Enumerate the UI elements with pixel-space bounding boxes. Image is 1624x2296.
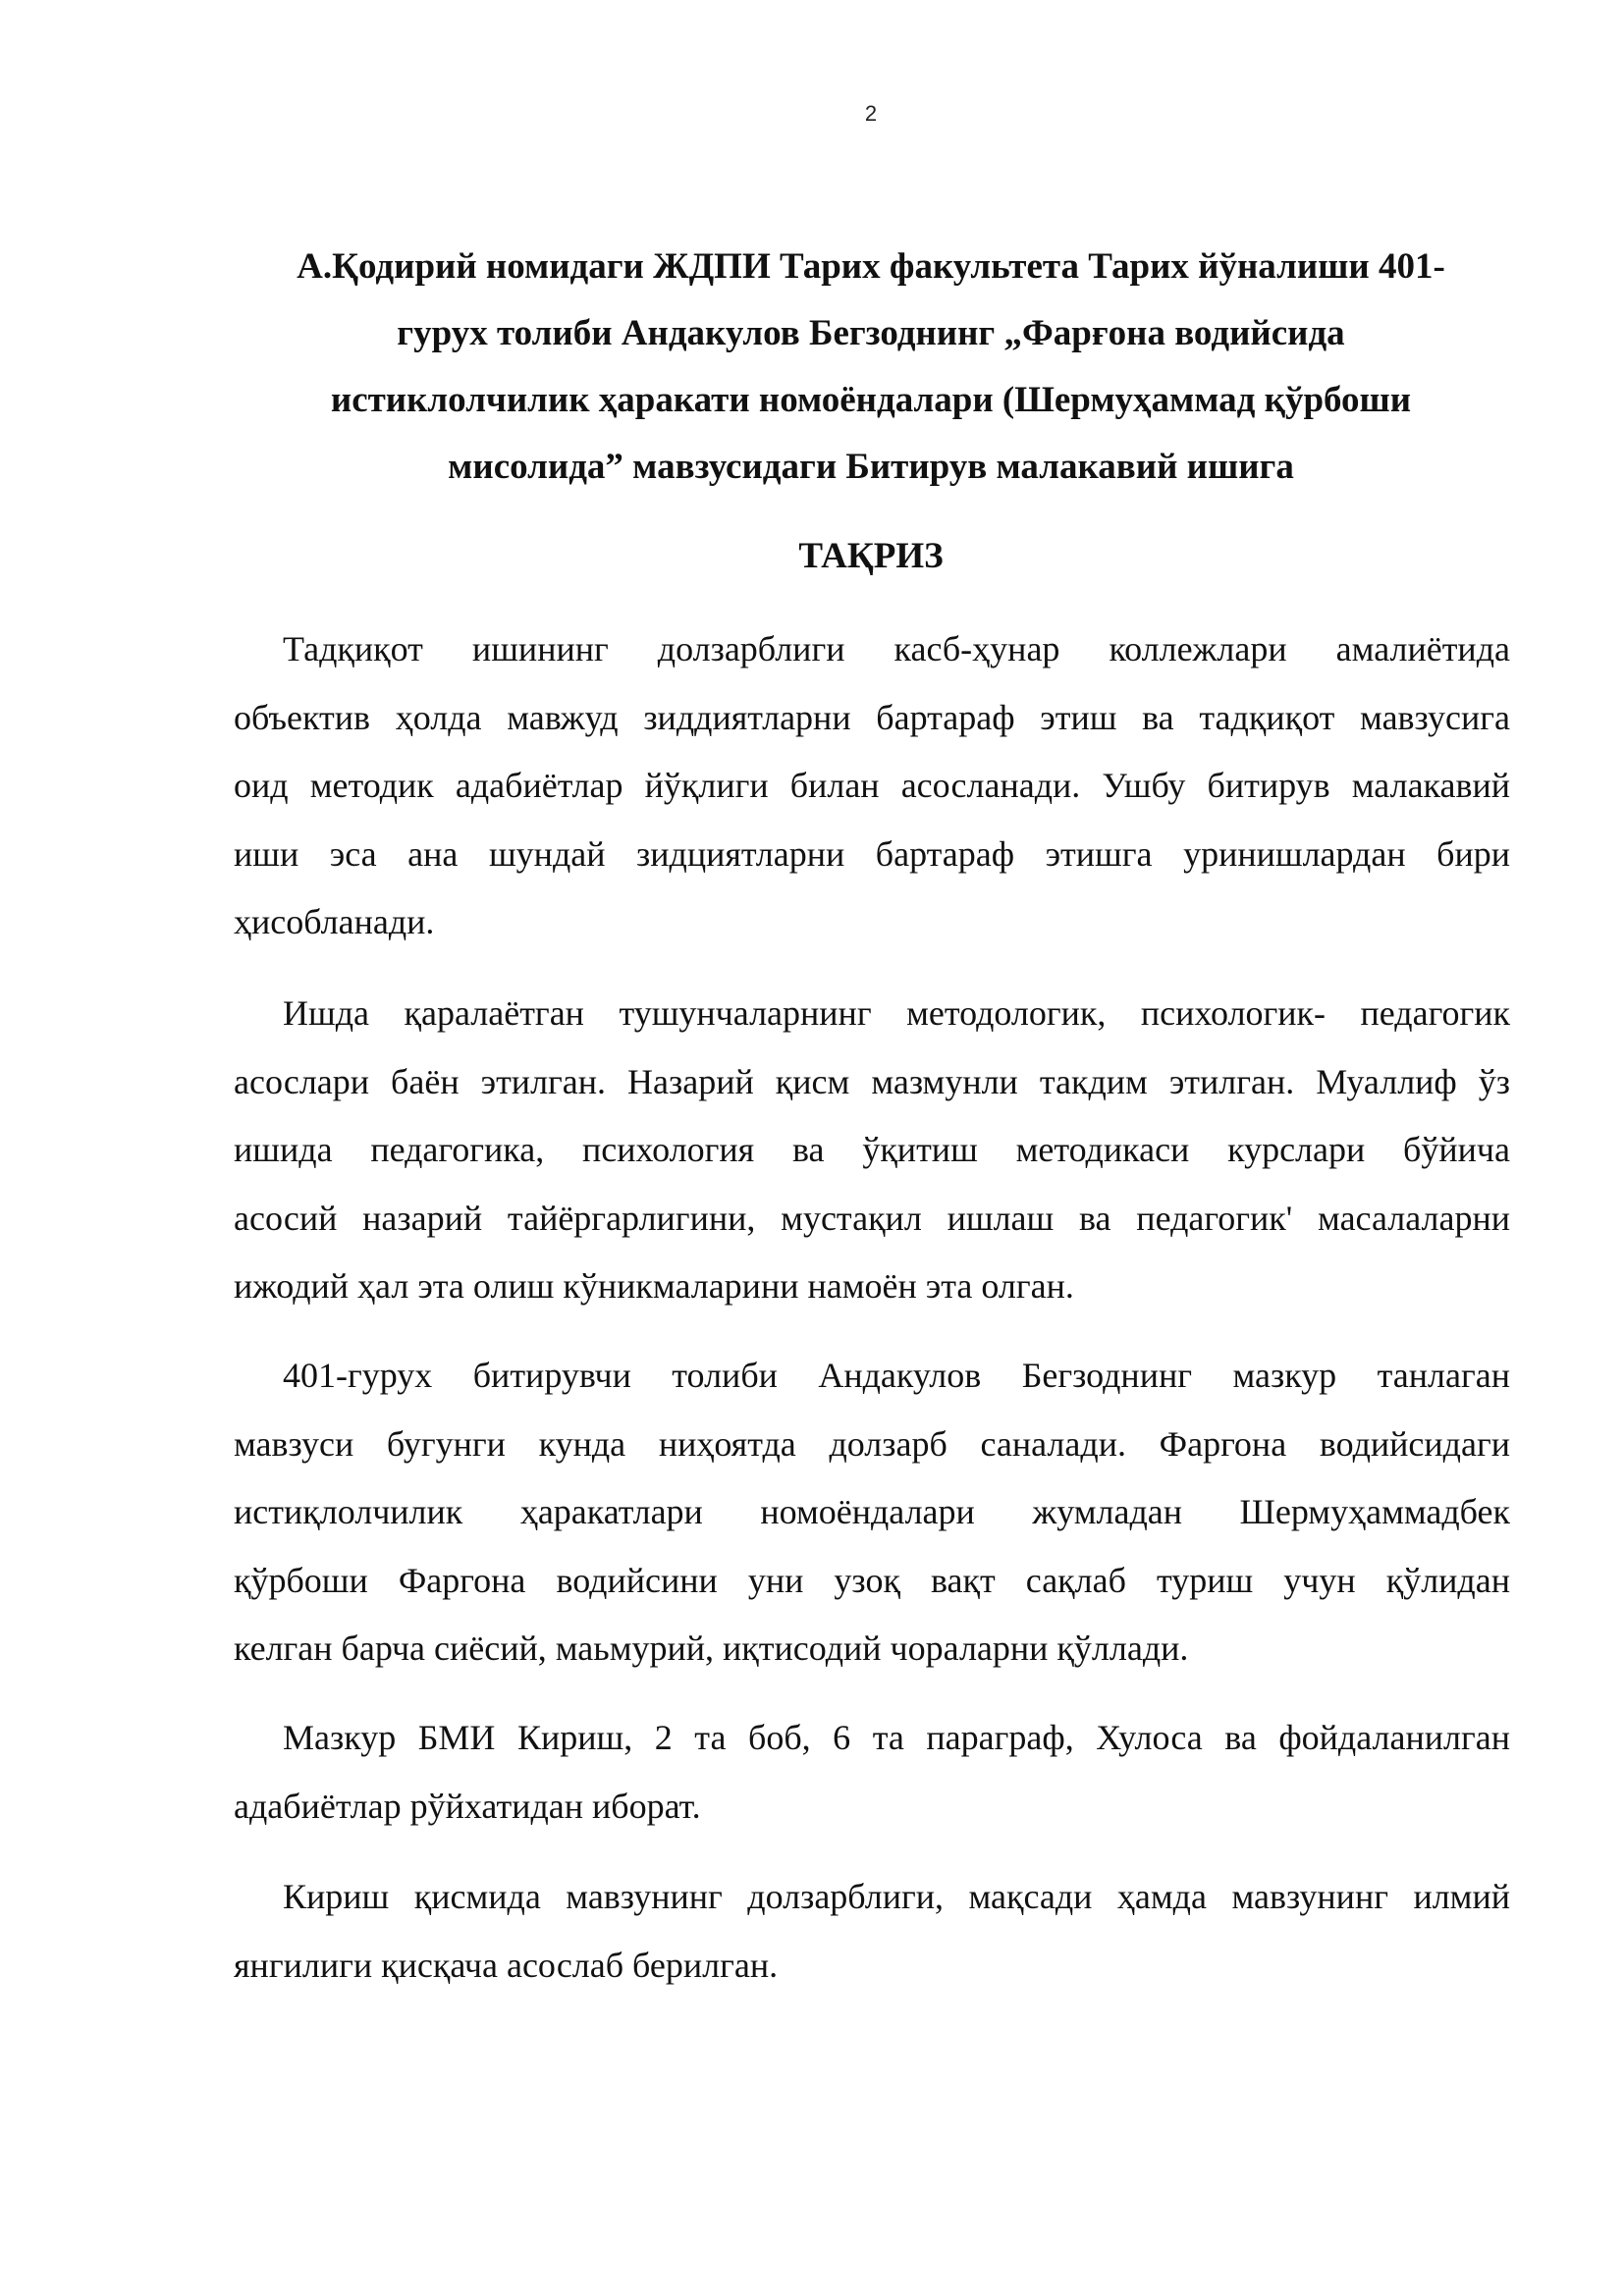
- paragraph-line: Ишда қаралаётган тушунчаларнинг методологик, психологик- педагогик: [283, 993, 1510, 1033]
- paragraph-1: [234, 615, 1510, 957]
- paragraph-line: Тадқиқот ишининг долзарблиги касб-ҳунар коллежлари амалиётида: [283, 629, 1510, 668]
- paragraph-line: 401-гурух битирувчи толиби Андакулов Бегзоднинг мазкур танлаган: [283, 1356, 1510, 1395]
- document-title: ТАҚРИЗ: [798, 536, 944, 576]
- page-number: 2: [864, 101, 878, 126]
- paragraph-line: ишида педагогика, психология ва ўқитиш методикаси курслари бўйича: [234, 1130, 1510, 1169]
- paragraph-line: оид методик адабиётлар йўқлиги билан асосланади. Ушбу битирув малакавий: [234, 766, 1510, 805]
- paragraph-line: иши эса ана шундай зидциятларни бартараф этишга уринишлардан бири: [234, 833, 1510, 874]
- paragraph-line: Мазкур БМИ Кириш, 2 та боб, 6 та параграф, Хулоса ва фойдаланилган: [283, 1718, 1510, 1757]
- paragraph-line: асослари баён этилган. Назарий қисм мазмунли такдим этилган. Муаллиф ўз: [234, 1061, 1510, 1101]
- heading-line: гурух толиби Андакулов Бегзоднинг „Фарғона водийсида: [397, 313, 1345, 353]
- heading-line: истиклолчилик ҳаракати номоёндалари (Шермуҳаммад қўрбоши: [330, 380, 1412, 420]
- paragraph-line: адабиётлар рўйхатидан иборат.: [234, 1786, 701, 1826]
- paragraph-line: келган барча сиёсий, маьмурий, иқтисодий чораларни қўллади.: [234, 1629, 1189, 1668]
- heading-line: мисолида” мавзусидаги Битирув малакавий ишига: [448, 447, 1294, 487]
- paragraph-4: [234, 1704, 1510, 1841]
- paragraph-3: [234, 1342, 1510, 1683]
- paragraph-line: Кириш қисмида мавзунинг долзарблиги, мақсади ҳамда мавзунинг илмий: [283, 1877, 1510, 1916]
- paragraph-line: ижодий ҳал эта олиш кўникмаларини намоён эта олган.: [234, 1266, 1074, 1306]
- paragraph-line: янгилиги қисқача асослаб берилган.: [234, 1945, 779, 1985]
- paragraph-line: ҳисобланади.: [234, 902, 435, 941]
- paragraph-line: асосий назарий тайёргарлигини, мустақил ишлаш ва педагогик' масалаларни: [234, 1198, 1510, 1238]
- document-heading: [226, 234, 1516, 501]
- paragraph-line: қўрбоши Фаргона водийсини уни узоқ вақт сақлаб туриш учун қўлидан: [234, 1560, 1510, 1600]
- paragraph-line: объектив ҳолда мавжуд зиддиятларни бартараф этиш ва тадқиқот мавзусига: [234, 697, 1510, 737]
- paragraph-5: [234, 1863, 1510, 2000]
- paragraph-2: [234, 980, 1510, 1321]
- paragraph-line: мавзуси бугунги кунда ниҳоятда долзарб саналади. Фаргона водийсидаги: [234, 1423, 1510, 1464]
- heading-line: А.Қодирий номидаги ЖДПИ Тарих факультета Тарих йўналиши 401-: [297, 246, 1445, 287]
- paragraph-line: истиқлолчилик ҳаракатлари номоёндалари жумладан Шермуҳаммадбек: [234, 1492, 1510, 1531]
